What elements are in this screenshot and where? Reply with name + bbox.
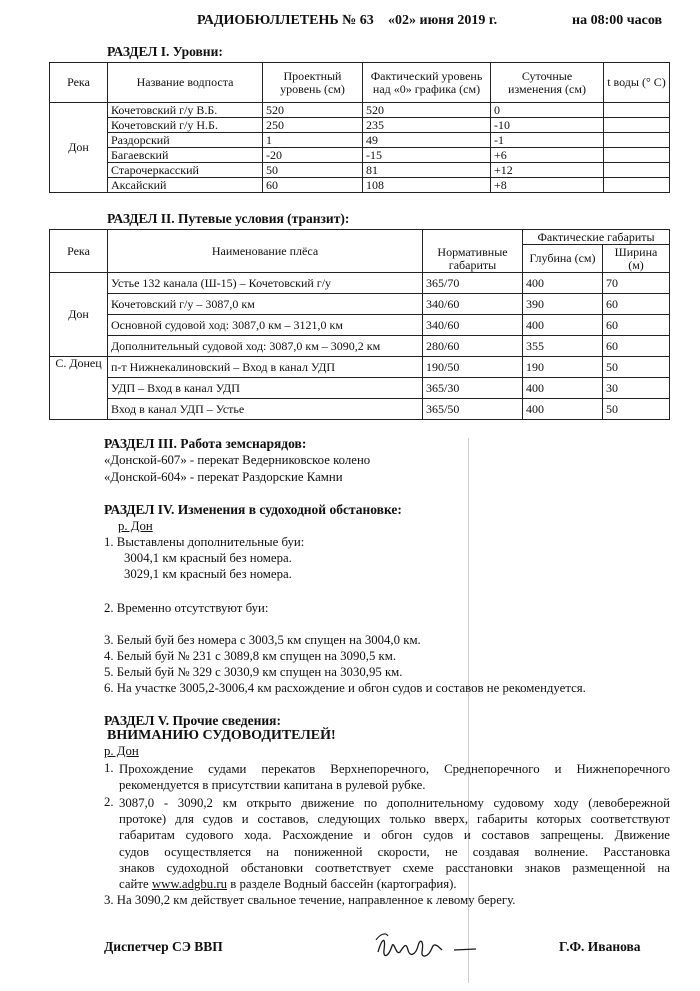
section4-item3: 3. Белый буй без номера с 3003,5 км спущен на 3004,0 км. — [104, 633, 421, 647]
daily-change: -1 — [491, 133, 604, 148]
section4-item4: 4. Белый буй № 231 с 3089,8 км спущен на 3090,5 км. — [104, 649, 397, 663]
levels-header-river: Река — [50, 63, 108, 103]
attention-heading: ВНИМАНИЮ СУДОВОДИТЕЛЕЙ! — [107, 728, 336, 743]
website-link[interactable]: www.adgbu.ru — [151, 877, 228, 892]
section4-item1-sub1: 3004,1 км красный без номера. — [124, 551, 292, 565]
design-level: 520 — [263, 103, 363, 118]
normative-size: 340/60 — [423, 315, 523, 336]
route-river-don: Дон — [50, 273, 108, 357]
stretch-name: Дополнительный судовой ход: 3087,0 км – 3090,2 км — [108, 336, 423, 357]
table-row — [50, 118, 670, 133]
post-name: Аксайский — [108, 178, 263, 193]
dredger-line-1: «Донской-607» - перекат Ведерниковское колено — [104, 453, 371, 467]
design-level: 1 — [263, 133, 363, 148]
text-line: габаритам судового хода. Расхождение и обгон судов и составов запрещены. Движение — [119, 828, 670, 843]
text-fragment: сайте — [119, 877, 152, 892]
route-header-stretch: Наименование плёса — [108, 230, 423, 273]
route-river-donets: С. Донец — [50, 357, 108, 420]
post-name: Раздорский — [108, 133, 263, 148]
normative-size: 340/60 — [423, 294, 523, 315]
post-name: Кочетовский г/у Н.Б. — [108, 118, 263, 133]
table-row — [50, 103, 670, 118]
width-value: 30 — [603, 378, 670, 399]
section4-item2: 2. Временно отсутствуют буи: — [104, 601, 269, 615]
section2-title: РАЗДЕЛ II. Путевые условия (транзит): — [107, 211, 350, 226]
stretch-name: Вход в канал УДП – Устье — [108, 399, 423, 420]
levels-header-design: Проектный уровень (см) — [263, 63, 363, 103]
design-level: 250 — [263, 118, 363, 133]
post-name: Кочетовский г/у В.Б. — [108, 103, 263, 118]
width-value: 50 — [603, 357, 670, 378]
section4-title: РАЗДЕЛ IV. Изменения в судоходной обстановке: — [104, 502, 402, 517]
table-row — [50, 315, 670, 336]
normative-size: 365/50 — [423, 399, 523, 420]
width-value: 50 — [603, 399, 670, 420]
daily-change: +12 — [491, 163, 604, 178]
text-line: знаков судоходной обстановки соответствует схеме расстановки знаков размещенной на — [119, 860, 670, 875]
levels-header-change: Суточные изменения (см) — [491, 63, 604, 103]
actual-level: 108 — [363, 178, 491, 193]
post-name: Старочеркасский — [108, 163, 263, 178]
route-header-river: Река — [50, 230, 108, 273]
stretch-name: Кочетовский г/у – 3087,0 км — [108, 294, 423, 315]
depth-value: 400 — [523, 273, 603, 294]
table-row — [50, 336, 670, 357]
dispatcher-label: Диспетчер СЭ ВВП — [104, 939, 223, 954]
section4-item6: 6. На участке 3005,2-3006,4 км расхождение и обгон судов и составов не рекомендуется. — [104, 681, 586, 695]
stretch-name: УДП – Вход в канал УДП — [108, 378, 423, 399]
depth-value: 400 — [523, 315, 603, 336]
table-row — [50, 133, 670, 148]
dredger-line-2: «Донской-604» - перекат Раздорские Камни — [104, 470, 343, 484]
normative-size: 190/50 — [423, 357, 523, 378]
section4-item5: 5. Белый буй № 329 с 3030,9 км спущен на 3030,95 км. — [104, 665, 403, 679]
depth-value: 190 — [523, 357, 603, 378]
daily-change: 0 — [491, 103, 604, 118]
levels-river-cell: Дон — [50, 103, 108, 193]
water-temp — [604, 133, 670, 148]
section4-river: р. Дон — [118, 519, 153, 533]
actual-level: 49 — [363, 133, 491, 148]
width-value: 60 — [603, 315, 670, 336]
normative-size: 280/60 — [423, 336, 523, 357]
section5-item3: 3. На 3090,2 км действует свальное течение, направленное к левому берегу. — [104, 893, 516, 907]
water-temp — [604, 178, 670, 193]
actual-level: 520 — [363, 103, 491, 118]
normative-size: 365/30 — [423, 378, 523, 399]
table-row — [50, 357, 670, 378]
section4-item1: 1. Выставлены дополнительные буи: — [104, 535, 305, 549]
text-line: 3087,0 - 3090,2 км открыто движение по дополнительному судовому ходу (левобережной — [119, 796, 670, 810]
depth-value: 400 — [523, 399, 603, 420]
text-line — [119, 876, 670, 892]
width-value: 70 — [603, 273, 670, 294]
levels-header-post: Название водпоста — [108, 63, 263, 103]
route-header-actual: Фактические габариты — [523, 230, 670, 245]
levels-header-actual: Фактический уровень над «0» графика (см) — [363, 63, 491, 103]
actual-level: -15 — [363, 148, 491, 163]
bulletin-time: на 08:00 часов — [572, 13, 663, 28]
design-level: 60 — [263, 178, 363, 193]
section5-title: РАЗДЕЛ V. Прочие сведения: — [104, 713, 281, 728]
levels-header-temp: t воды (° C) — [604, 63, 670, 103]
signature-icon — [372, 928, 482, 968]
bulletin-date: «02» июня 2019 г. — [388, 13, 498, 28]
section1-title: РАЗДЕЛ I. Уровни: — [107, 44, 223, 59]
normative-size: 365/70 — [423, 273, 523, 294]
route-header-depth: Глубина (см) — [523, 245, 603, 273]
table-row — [50, 148, 670, 163]
text-line: рекомендуется в присутствии капитана в рулевой рубке. — [119, 778, 426, 793]
dispatcher-name: Г.Ф. Иванова — [559, 939, 641, 954]
daily-change: +8 — [491, 178, 604, 193]
design-level: -20 — [263, 148, 363, 163]
route-header-width: Ширина (м) — [603, 245, 670, 273]
table-row — [50, 273, 670, 294]
water-temp — [604, 148, 670, 163]
table-row — [50, 178, 670, 193]
section5-item2-num: 2. — [104, 795, 114, 809]
post-name: Багаевский — [108, 148, 263, 163]
table-row — [50, 163, 670, 178]
levels-table — [49, 62, 670, 193]
table-row — [50, 399, 670, 420]
bulletin-title: РАДИОБЮЛЛЕТЕНЬ № 63 — [197, 13, 374, 28]
water-temp — [604, 163, 670, 178]
text-fragment: в разделе Водный бассейн (картография). — [227, 877, 457, 892]
design-level: 50 — [263, 163, 363, 178]
daily-change: -10 — [491, 118, 604, 133]
table-row — [50, 294, 670, 315]
actual-level: 235 — [363, 118, 491, 133]
daily-change: +6 — [491, 148, 604, 163]
section5-item1 — [119, 761, 670, 793]
width-value: 60 — [603, 294, 670, 315]
stretch-name: п-т Нижнекалиновский – Вход в канал УДП — [108, 357, 423, 378]
stretch-name: Устье 132 канала (Ш-15) – Кочетовский г/у — [108, 273, 423, 294]
width-value: 60 — [603, 336, 670, 357]
stretch-name: Основной судовой ход: 3087,0 км – 3121,0 км — [108, 315, 423, 336]
depth-value: 390 — [523, 294, 603, 315]
route-header-normative: Нормативные габариты — [423, 230, 523, 273]
water-temp — [604, 103, 670, 118]
section5-river: р. Дон — [104, 744, 139, 758]
text-line: протоке) для судов и составов, следующих только вверх, габариты которых соответствуют — [119, 812, 670, 827]
depth-value: 355 — [523, 336, 603, 357]
route-table — [49, 229, 670, 420]
section4-item1-sub2: 3029,1 км красный без номера. — [124, 567, 292, 581]
text-line: Прохождение судами перекатов Верхнепоречного, Среднепоречного и Нижнепоречного — [119, 762, 670, 776]
text-line: судов осуществляется на пониженной скорости, не создавая волнение. Расстановка — [119, 844, 670, 859]
section5-item1-num: 1. — [104, 761, 114, 775]
table-row — [50, 378, 670, 399]
depth-value: 400 — [523, 378, 603, 399]
section5-item2 — [119, 795, 670, 892]
water-temp — [604, 118, 670, 133]
actual-level: 81 — [363, 163, 491, 178]
section3-title: РАЗДЕЛ III. Работа земснарядов: — [104, 436, 307, 451]
